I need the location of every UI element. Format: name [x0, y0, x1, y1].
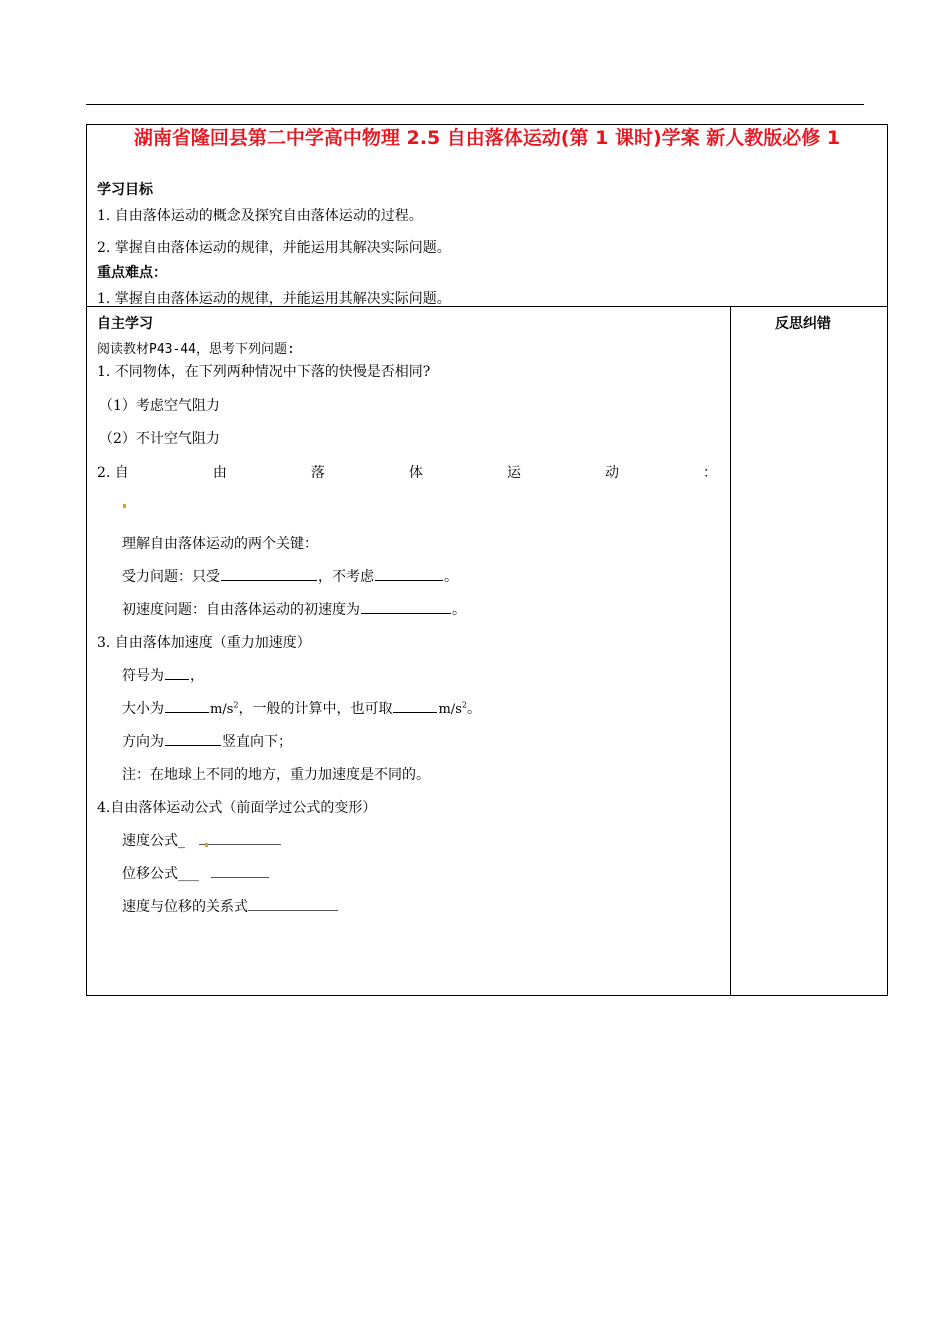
- answer-blank[interactable]: [165, 665, 189, 680]
- question-2-char: 运: [506, 465, 521, 481]
- answer-blank[interactable]: [211, 863, 269, 878]
- force-question-text: 。: [444, 569, 458, 585]
- objective-item: 1. 自由落体运动的概念及探究自由落体运动的过程。: [97, 208, 423, 224]
- force-question: [122, 566, 458, 586]
- question-1-a: （1）考虑空气阻力: [99, 398, 220, 414]
- mark-dot: [205, 843, 208, 847]
- unit-exponent: 2: [233, 700, 239, 710]
- initial-speed-text: 初速度问题：自由落体运动的初速度为: [122, 602, 360, 618]
- question-1: 1. 不同物体，在下列两种情况中下落的快慢是否相同?: [97, 364, 431, 380]
- answer-blank[interactable]: [165, 731, 221, 746]
- initial-speed-question: [122, 599, 466, 619]
- direction-text: 方向为: [122, 734, 164, 750]
- key-point-item: 1. 掌握自由落体运动的规律，并能运用其解决实际问题。: [97, 291, 451, 307]
- relation-formula-line: [122, 896, 338, 916]
- question-2-char: 体: [408, 465, 423, 481]
- document-title: 湖南省隆回县第二中学高中物理 2.5 自由落体运动(第 1 课时)学案 新人教版必修 1: [133, 127, 841, 149]
- column-divider: [730, 307, 731, 995]
- answer-blank[interactable]: [375, 566, 443, 581]
- objectives-heading: 学习目标: [97, 182, 153, 198]
- question-3: 3. 自由落体加速度（重力加速度）: [97, 635, 311, 651]
- direction-question: [122, 731, 292, 751]
- question-2-char: ：: [703, 465, 717, 481]
- answer-blank[interactable]: [361, 599, 451, 614]
- header-rule: [86, 104, 864, 105]
- reading-instruction: 阅读教材P43-44，思考下列问题:: [97, 342, 295, 357]
- answer-blank[interactable]: [165, 698, 209, 713]
- displacement-formula-label: 位移公式___: [122, 866, 199, 882]
- answer-blank[interactable]: [221, 566, 317, 581]
- symbol-question: [122, 665, 204, 685]
- question-2-char: 由: [212, 465, 227, 481]
- initial-speed-text: 。: [452, 602, 466, 618]
- question-2-char: 落: [310, 465, 325, 481]
- magnitude-text: 。: [466, 701, 481, 717]
- answer-blank[interactable]: [199, 830, 281, 845]
- direction-text: 竖直向下；: [222, 734, 292, 750]
- key-concepts-line: 理解自由落体运动的两个关键：: [122, 536, 318, 552]
- question-4: 4.自由落体运动公式（前面学过公式的变形）: [97, 800, 377, 816]
- gravity-note: 注：在地球上不同的地方，重力加速度是不同的。: [122, 767, 430, 783]
- question-2: [97, 462, 717, 482]
- magnitude-text: 大小为: [122, 701, 164, 717]
- objective-item: 2. 掌握自由落体运动的规律，并能运用其解决实际问题。: [97, 240, 451, 256]
- unit-text: m/s: [210, 702, 234, 717]
- answer-blank[interactable]: [393, 698, 437, 713]
- mark-dot: [123, 504, 126, 508]
- magnitude-question: [122, 698, 481, 718]
- velocity-formula-line: [122, 830, 281, 850]
- self-study-heading: 自主学习: [97, 316, 153, 332]
- relation-formula-label: 速度与位移的关系式: [122, 899, 248, 915]
- displacement-formula-line: [122, 863, 269, 883]
- force-question-text: 受力问题：只受: [122, 569, 220, 585]
- symbol-text: ，: [190, 668, 204, 684]
- symbol-text: 符号为: [122, 668, 164, 684]
- header-section: [86, 124, 888, 307]
- velocity-formula-label: 速度公式_: [122, 833, 185, 849]
- question-2-char: 动: [604, 465, 619, 481]
- unit-exponent: 2: [461, 700, 467, 710]
- force-question-text: ，不考虑: [318, 569, 374, 585]
- self-study-table: [86, 307, 888, 996]
- reflection-heading: 反思纠错: [775, 316, 831, 332]
- magnitude-text: ，一般的计算中，也可取: [238, 701, 393, 717]
- key-points-heading: 重点难点：: [97, 265, 167, 281]
- question-2-char: 2. 自: [97, 465, 129, 481]
- answer-blank[interactable]: [248, 896, 338, 911]
- unit-text: m/s: [438, 702, 462, 717]
- question-1-b: （2）不计空气阻力: [99, 431, 220, 447]
